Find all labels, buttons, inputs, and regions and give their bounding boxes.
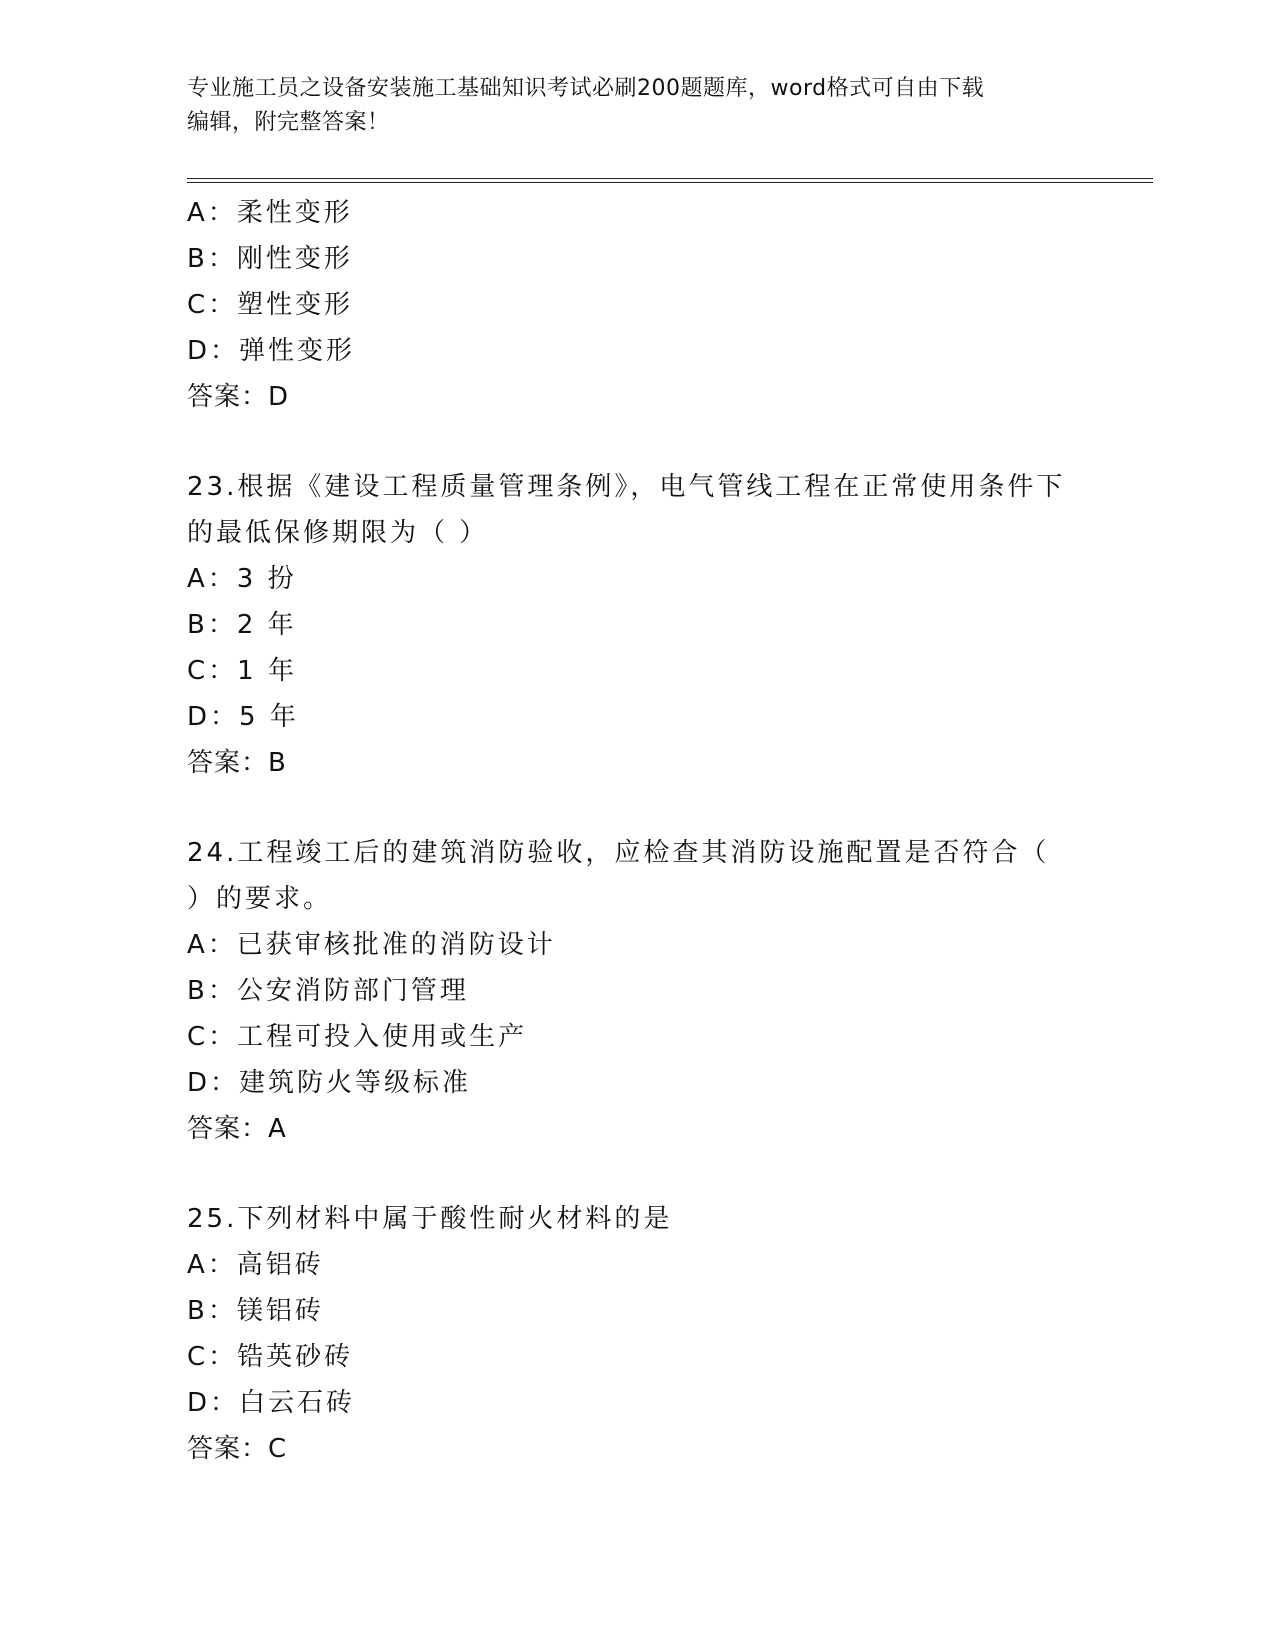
option-a: A：已获审核批准的消防设计 [187, 930, 556, 960]
spacer [187, 786, 1087, 830]
option-b: B：刚性变形 [187, 244, 353, 274]
option-a: A：3 扮 [187, 564, 297, 594]
spacer [187, 420, 1087, 464]
question-stem: 23.根据《建设工程质量管理条例》，电气管线工程在正常使用条件下 [187, 472, 1066, 502]
answer-line: 答案：D [187, 382, 290, 412]
answer-line: 答案：B [187, 748, 287, 778]
option-b: B：2 年 [187, 610, 297, 640]
question-stem: 的最低保修期限为（ ） [187, 518, 489, 548]
answer-line: 答案：C [187, 1434, 288, 1464]
question-stem: 25.下列材料中属于酸性耐火材料的是 [187, 1204, 673, 1234]
option-a: A：柔性变形 [187, 198, 353, 228]
option-d: D：弹性变形 [187, 336, 356, 366]
option-b: B：公安消防部门管理 [187, 976, 469, 1006]
option-a: A：高铝砖 [187, 1250, 324, 1280]
option-c: C：工程可投入使用或生产 [187, 1022, 528, 1052]
question-23 [187, 464, 1087, 786]
option-d: D：白云石砖 [187, 1388, 356, 1418]
question-stem: ）的要求。 [187, 884, 333, 914]
header-divider [187, 178, 1153, 183]
option-c: C：1 年 [187, 656, 297, 686]
header-title-line-2: 编辑，附完整答案！ [187, 110, 390, 135]
spacer [187, 1152, 1087, 1196]
question-24 [187, 830, 1087, 1152]
header-title-line-1: 专业施工员之设备安装施工基础知识考试必刷200题题库，word格式可自由下载 [187, 76, 985, 101]
option-d: D：5 年 [187, 702, 299, 732]
answer-line: 答案：A [187, 1114, 287, 1144]
option-c: C：锆英砂砖 [187, 1342, 354, 1372]
option-b: B：镁铝砖 [187, 1296, 324, 1326]
question-content [187, 190, 1087, 1472]
prev-question-block [187, 190, 1087, 420]
question-stem: 24.工程竣工后的建筑消防验收，应检查其消防设施配置是否符合（ [187, 838, 1050, 868]
option-c: C：塑性变形 [187, 290, 354, 320]
option-d: D：建筑防火等级标准 [187, 1068, 472, 1098]
page-header [187, 72, 1087, 140]
question-25 [187, 1196, 1087, 1472]
